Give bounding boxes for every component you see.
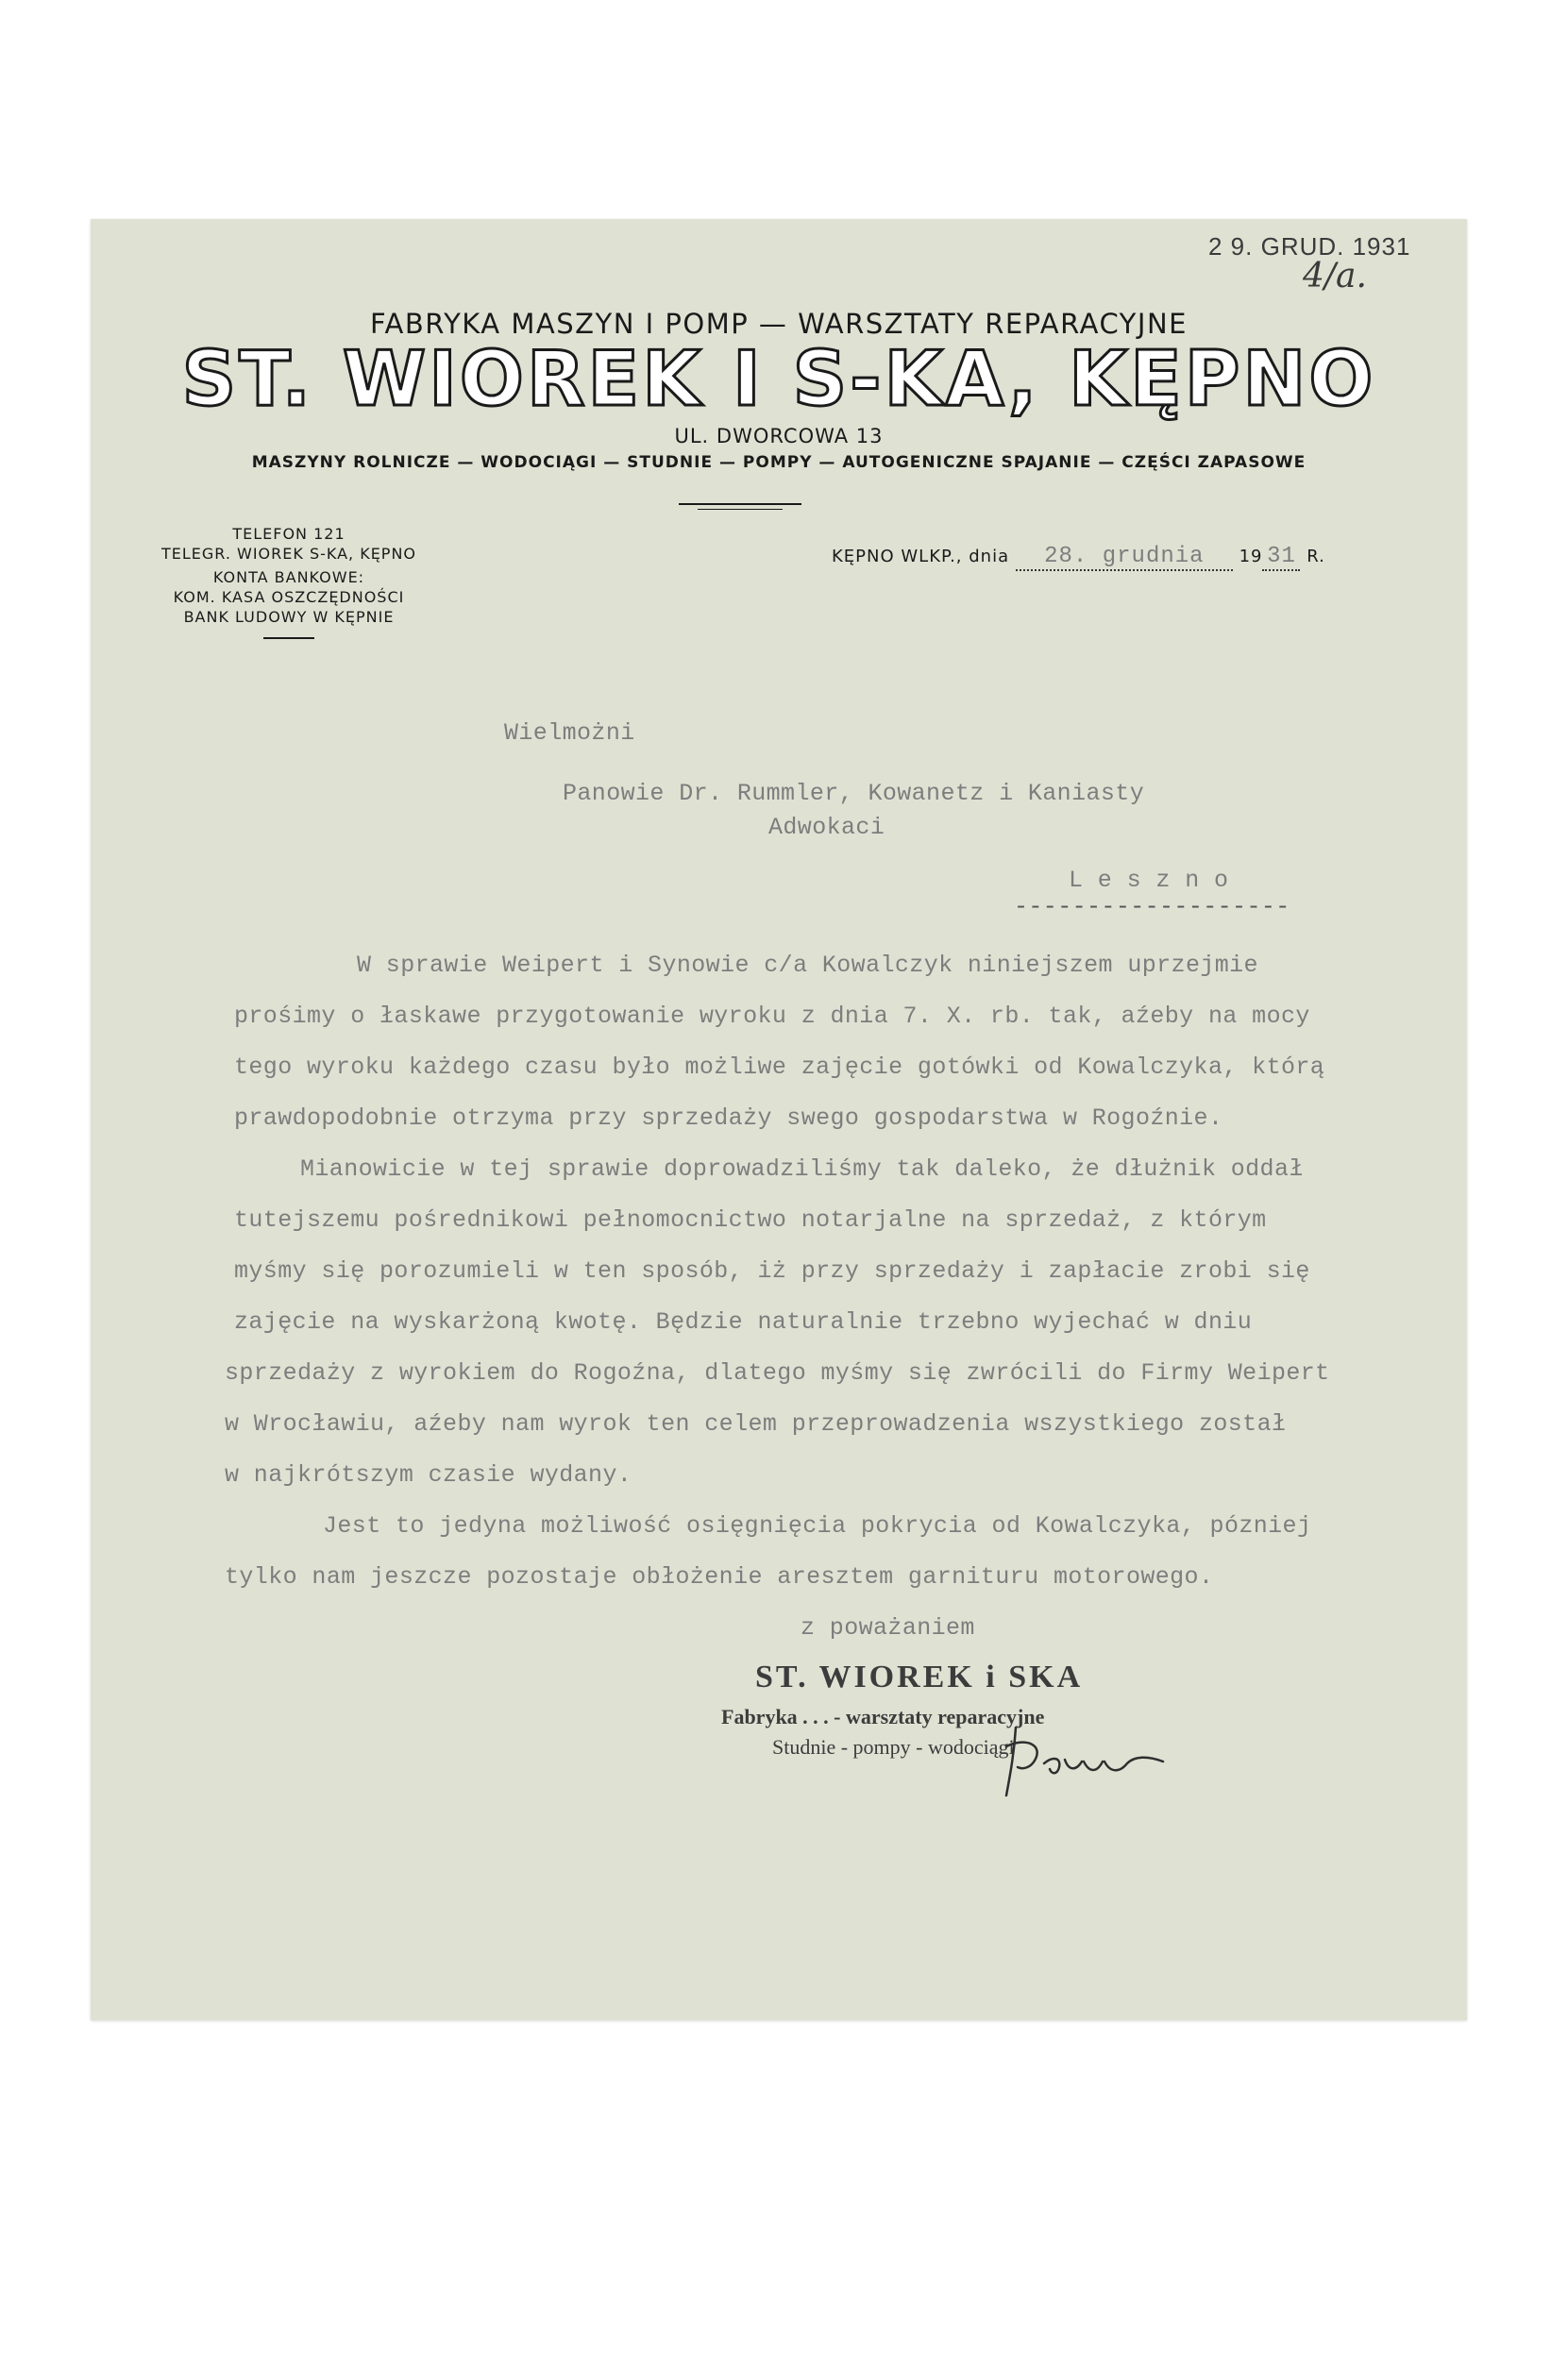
body-line: zajęcie na wyskarżoną kwotę. Będzie naturalnie trzebno wyjechać w dniu [234, 1308, 1253, 1336]
info-rule [263, 637, 314, 639]
date-day: 28. grudnia [1044, 544, 1205, 569]
signature-icon [978, 1718, 1186, 1803]
date-prefix: KĘPNO WLKP., dnia [832, 547, 1010, 566]
date-year-field [1262, 544, 1300, 571]
date-day-field [1016, 544, 1233, 571]
date-suffix: R. [1307, 547, 1325, 566]
bank-account-1: KOM. KASA OSZCZĘDNOŚCI [173, 588, 405, 606]
header-rule-thin [698, 509, 783, 510]
closing: z poważaniem [801, 1614, 975, 1642]
body-line: sprzedaży z wyrokiem do Rogoźna, dlatego myśmy się zwrócili do Firmy Weipert [225, 1359, 1330, 1387]
body-line: tego wyroku każdego czasu było możliwe zajęcie gotówki od Kowalczyka, którą [234, 1054, 1325, 1081]
body-line: tutejszemu pośrednikowi pełnomocnictwo notarjalne na sprzedaż, z którym [234, 1206, 1267, 1234]
body-line: Mianowicie w tej sprawie doprowadziliśmy tak daleko, że dłużnik oddał [300, 1155, 1304, 1183]
handwritten-file-note: 4/a. [1303, 257, 1367, 295]
date-year: 31 [1267, 544, 1296, 569]
body-line: prośimy o łaskawe przygotowanie wyroku z dnia 7. X. rb. tak, aźeby na mocy [234, 1003, 1310, 1030]
addressee-title: Adwokaci [768, 814, 885, 841]
letter-sheet [91, 219, 1467, 2020]
addressee-city: L e s z n o [1069, 867, 1229, 894]
header-rule [679, 503, 801, 505]
salutation: Wielmożni [504, 719, 635, 747]
addressee-name: Panowie Dr. Rummler, Kowanetz i Kaniasty [563, 780, 1145, 807]
body-line: W sprawie Weipert i Synowie c/a Kowalczyk niniejszem uprzejmie [357, 952, 1258, 979]
body-line: w Wrocławiu, aźeby nam wyrok ten celem przeprowadzenia wszystkiego został [225, 1410, 1287, 1438]
bank-account-2: BANK LUDOWY W KĘPNIE [183, 608, 395, 626]
city-underline: ------------------- [1014, 893, 1290, 920]
date-line [832, 544, 1325, 571]
body-line: myśmy się porozumieli w ten sposób, iż przy sprzedaży i zapłacie zrobi się [234, 1257, 1310, 1285]
received-date-stamp: 2 9. GRUD. 1931 [1208, 232, 1411, 261]
body-line: w najkrótszym czasie wydany. [225, 1461, 632, 1489]
telegraph-address: TELEGR. WIOREK S-KA, KĘPNO [160, 545, 417, 563]
company-stamp-line3: Studnie - pompy - wodociągi [772, 1735, 1015, 1759]
telephone: TELEFON 121 [232, 525, 346, 543]
body-line: Jest to jedyna możliwość osięgnięcia pokrycia od Kowalczyka, pózniej [323, 1512, 1312, 1540]
letterhead-tagline: FABRYKA MASZYN I POMP — WARSZTATY REPARACYJNE [370, 308, 1188, 340]
company-stamp-line2: Fabryka . . . - warsztaty reparacyjne [721, 1705, 1045, 1728]
product-list: MASZYNY ROLNICZE — WODOCIĄGI — STUDNIE — POMPY — AUTOGENICZNE SPAJANIE — CZĘŚCI ZAPASOWE [251, 453, 1307, 472]
company-street: UL. DWORCOWA 13 [674, 425, 884, 447]
company-stamp-name: ST. WIOREK i SKA [755, 1660, 1084, 1694]
body-line: prawdopodobnie otrzyma przy sprzedaży swego gospodarstwa w Rogoźnie. [234, 1104, 1223, 1132]
date-year-prefix: 19 [1239, 547, 1263, 566]
body-line: tylko nam jeszcze pozostaje obłożenie aresztem garnituru motorowego. [225, 1563, 1214, 1591]
bank-accounts-label: KONTA BANKOWE: [212, 568, 365, 586]
company-name: ST. WIOREK I S-KA, KĘPNO [181, 335, 1376, 423]
